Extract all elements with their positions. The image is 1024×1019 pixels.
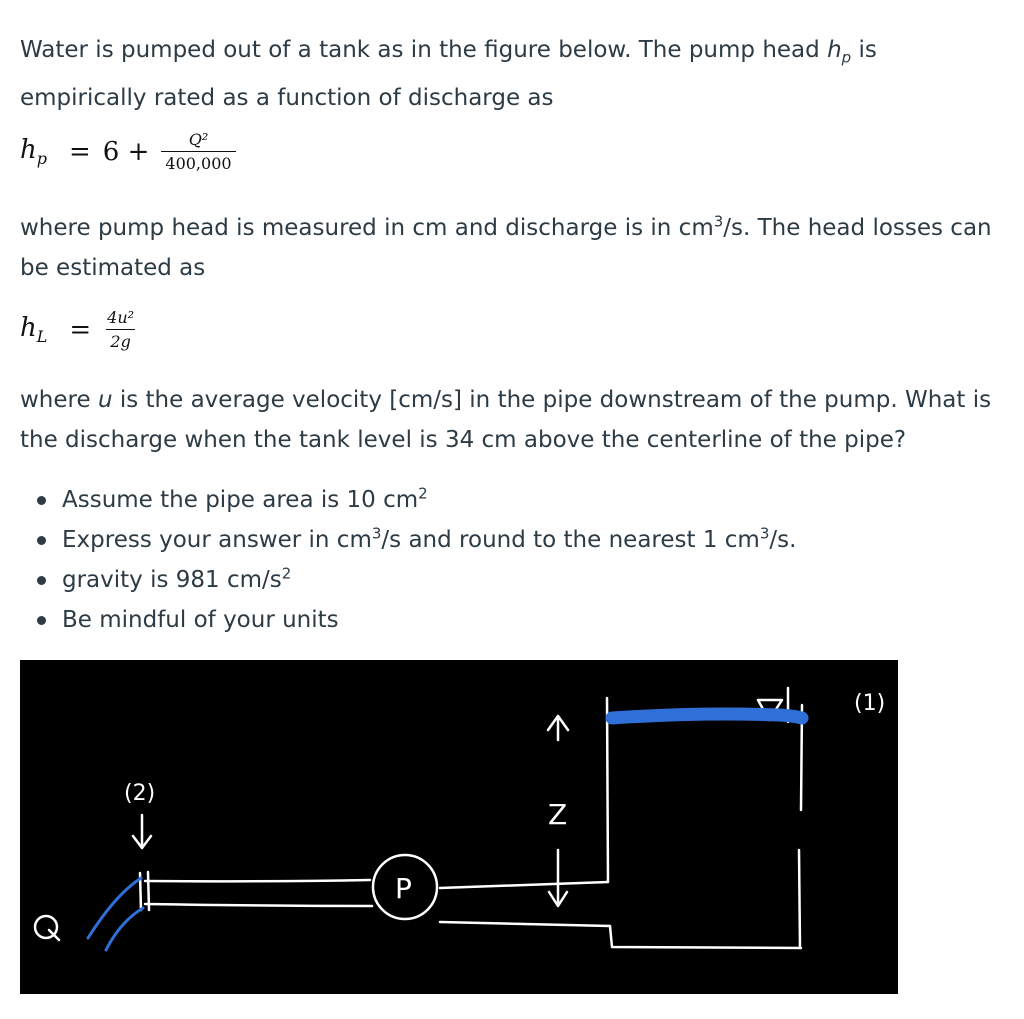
assumptions-list [20, 480, 796, 640]
outlet-pipe-bottom [440, 922, 610, 926]
outflow-jet-1 [88, 878, 141, 938]
tank-right-wall [799, 705, 802, 948]
equation-lhs: $h_p$ [20, 134, 47, 169]
intro-paragraph [20, 30, 1010, 118]
tank-bottom [610, 926, 801, 948]
equals-sign: = [69, 314, 92, 345]
label-q: Q [80, 960, 81, 961]
figure-drawing [20, 660, 898, 994]
label-point1: (1) [854, 691, 886, 716]
water-surface [612, 714, 802, 718]
list-item: Express your answer in $cm^3/s$ and round to the nearest 1 $cm^3/s$. [20, 520, 796, 560]
hp-symbol: $h_p$ [827, 37, 852, 67]
point2-arrow [133, 815, 151, 848]
equation-constant: 6 + [102, 136, 150, 167]
label-point2: (2) [124, 781, 156, 806]
question-text: where [20, 387, 98, 413]
upper-pipe [145, 880, 370, 881]
z-arrow-up [548, 716, 568, 740]
question-text-end: is the average velocity [cm/s] in the pipe downstream of the pump. What is the discharge when the tank level is 34 cm above the centerline of the pipe? [20, 387, 992, 453]
fraction-denominator: 400,000 [161, 151, 235, 173]
units-text: where pump head is measured in cm and discharge is in cm [20, 215, 714, 241]
label-z: Z [548, 798, 568, 831]
fraction-denominator: 2g [106, 329, 134, 351]
pump-head-equation [20, 130, 236, 173]
head-loss-equation [20, 308, 138, 351]
z-arrow-down [549, 850, 567, 906]
question-paragraph [20, 380, 1010, 460]
units-paragraph [20, 208, 1010, 288]
velocity-symbol: u [97, 387, 113, 413]
list-item: Assume the pipe area is 10 $cm^2$ [20, 480, 796, 520]
equals-sign: = [69, 136, 91, 167]
intro-text-end: is empirically rated as a function of discharge as [20, 37, 877, 111]
units-sup: 3 [713, 212, 724, 231]
lower-pipe [145, 904, 372, 906]
units-text-end: /s. The head losses can be estimated as [20, 215, 992, 281]
outlet-pipe-top [440, 882, 608, 888]
equation-fraction [103, 308, 138, 351]
outflow-jet-2 [106, 908, 143, 950]
equation-fraction [161, 130, 235, 173]
tank-left-wall [607, 698, 608, 882]
intro-text: Water is pumped out of a tank as in the figure below. The pump head [20, 37, 828, 63]
fraction-numerator: Q² [188, 130, 209, 149]
tank-pump-figure [20, 660, 898, 994]
fraction-numerator: 4u² [107, 308, 135, 327]
label-pump: P [395, 872, 412, 905]
list-item: Be mindful of your units [20, 600, 796, 640]
equation-lhs: $h_L$ [20, 312, 48, 347]
list-item: gravity is 981 $cm/s^2$ [20, 560, 796, 600]
